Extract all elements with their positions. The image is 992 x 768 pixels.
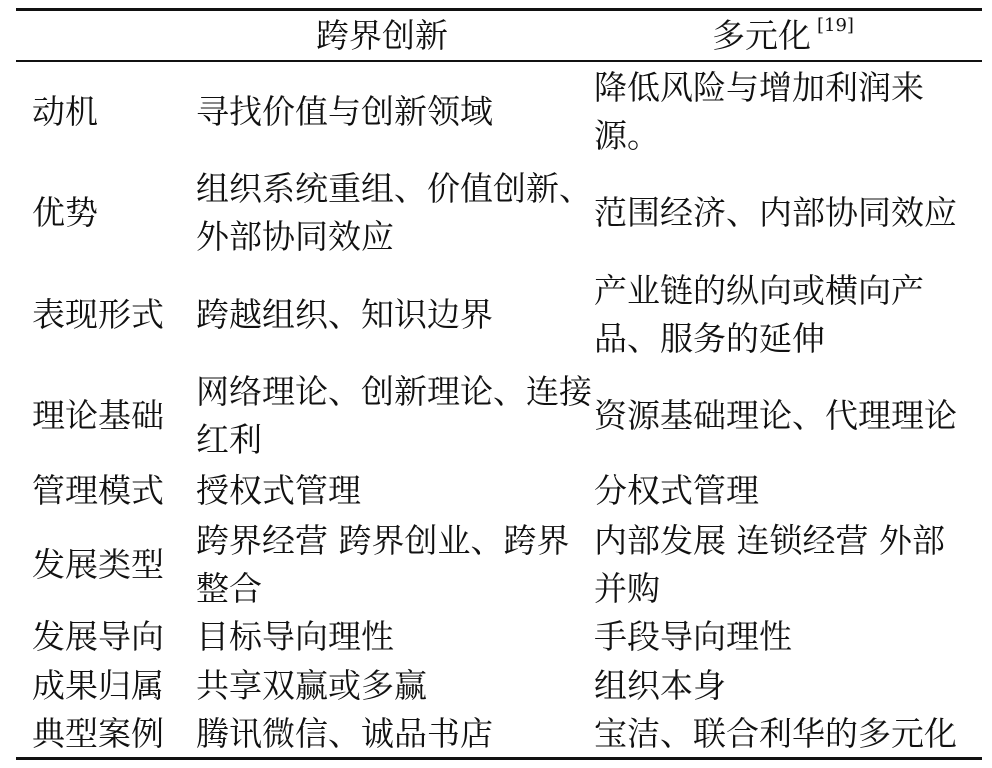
table-row [16,661,982,710]
header-col3-label: 多元化 [712,16,811,55]
header-col2-label: 跨界创新 [316,16,448,55]
table-row [16,710,982,757]
cross-border-cell: 腾讯微信、诚品书店 [196,713,493,753]
table-row [16,613,982,661]
diversification-cell: 手段导向理性 [594,617,792,656]
row-label: 理论基础 [32,395,164,435]
cross-border-cell: 跨越组织、知识边界 [196,294,493,334]
table-row [16,516,982,613]
diversification-cell: 产业链的纵向或横向产 品、服务的延伸 [594,270,924,358]
diversification-cell: 宝洁、联合利华的多元化 [594,713,957,753]
diversification-cell: 范围经济、内部协同效应 [594,192,957,232]
diversification-cell: 内部发展 连锁经营 外部 并购 [594,520,945,608]
cross-border-cell: 授权式管理 [196,471,361,510]
header-col3-reference: [19] [817,14,854,36]
row-label: 优势 [32,192,98,232]
diversification-cell: 资源基础理论、代理理论 [594,395,957,435]
row-label: 发展导向 [32,617,164,656]
row-label: 表现形式 [32,294,164,334]
comparison-table [16,8,982,760]
table-row [16,264,982,365]
diversification-cell: 组织本身 [594,665,726,705]
cross-border-cell: 网络理论、创新理论、连接 红利 [196,371,592,459]
row-label: 动机 [32,91,98,131]
row-label: 管理模式 [32,471,164,510]
header-cross-border-innovation [316,11,448,60]
table-row [16,161,982,264]
table-row [16,365,982,466]
header-diversification [712,11,854,60]
table-row [16,62,982,161]
cross-border-cell: 跨界经营 跨界创业、跨界 整合 [196,520,570,608]
diversification-cell: 降低风险与增加利润来 源。 [594,67,924,155]
diversification-cell: 分权式管理 [594,471,759,510]
cross-border-cell: 共享双赢或多赢 [196,665,427,705]
cross-border-cell: 寻找价值与创新领域 [196,91,493,131]
row-label: 成果归属 [32,665,164,705]
row-label: 发展类型 [32,544,164,584]
table-header [16,11,982,60]
row-label: 典型案例 [32,713,164,753]
cross-border-cell: 目标导向理性 [196,617,394,656]
bottom-rule [16,757,982,760]
cross-border-cell: 组织系统重组、价值创新、 外部协同效应 [196,168,592,256]
table-row [16,466,982,516]
